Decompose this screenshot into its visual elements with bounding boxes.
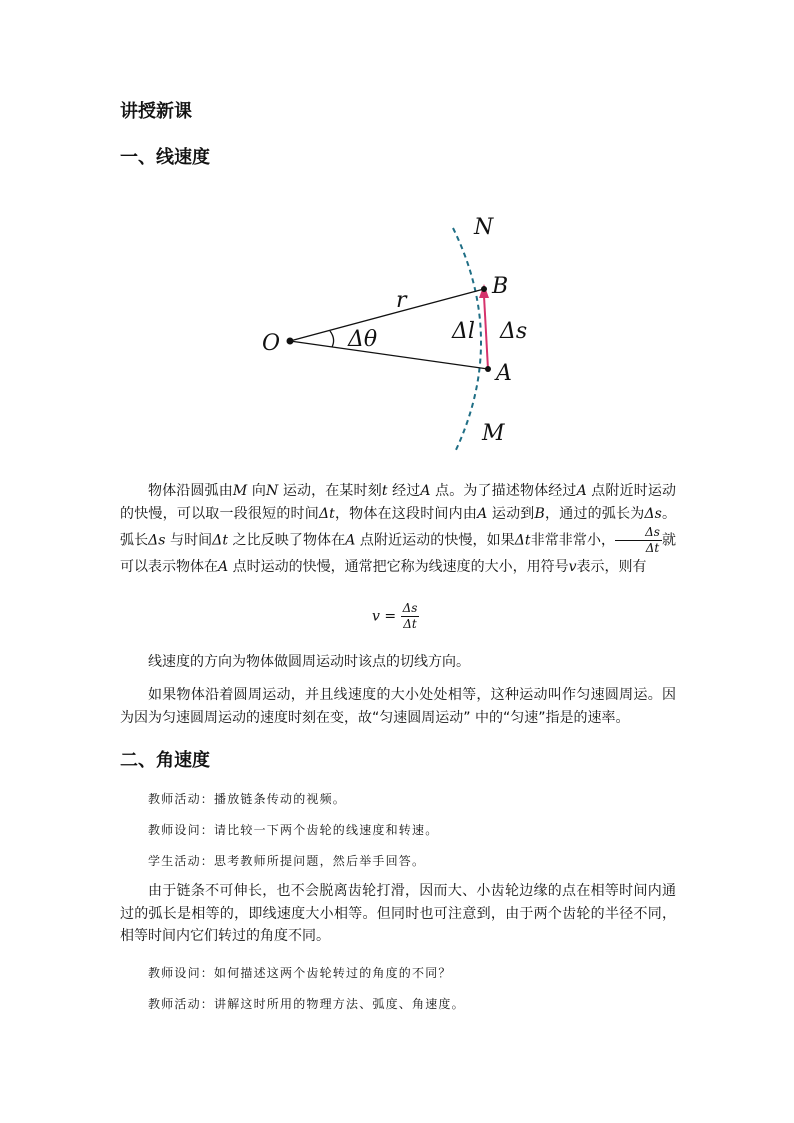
- point-B: [481, 286, 487, 292]
- paragraph-uniform-motion: 如果物体沿着圆周运动，并且线速度的大小处处相等，这种运动叫作匀速圆周运。因为因为匀速圆周运动的速度时刻在变，故“匀速圆周运动” 中的“匀速”指是的速率。: [120, 687, 676, 726]
- label-B: B: [492, 274, 509, 299]
- label-O: O: [262, 331, 281, 356]
- point-A: [485, 366, 491, 372]
- teacher-question-2: 教师设问：如何描述这两个齿轮转过的角度的不同？: [148, 966, 452, 980]
- paragraph-gears: 由于链条不可伸长，也不会脱离齿轮打滑，因而大、小齿轮边缘的点在相等时间内通过的弧长是相等的，即线速度大小相等。但同时也可注意到，由于两个齿轮的半径不同，相等时间内它们转过的角度不同。: [120, 883, 676, 944]
- section-title: 讲授新课: [120, 101, 192, 122]
- label-dtheta: Δθ: [348, 327, 378, 352]
- label-dl: Δl: [452, 319, 475, 344]
- angular-velocity-heading: 二、角速度: [120, 750, 210, 771]
- label-r: r: [396, 288, 407, 313]
- teacher-question-1: 教师设问：请比较一下两个齿轮的线速度和转速。: [148, 823, 439, 837]
- student-activity: 学生活动：思考教师所提问题，然后举手回答。: [148, 854, 426, 868]
- teacher-activity-2: 教师活动：讲解这时所用的物理方法、弧度、角速度。: [148, 997, 465, 1011]
- chord-AB: [484, 296, 488, 369]
- label-A: A: [496, 361, 512, 386]
- velocity-equation: v = $\frac{\Delta s}{\Delta t}$: [372, 601, 418, 631]
- angle-mark: [330, 331, 334, 347]
- paragraph-linear-velocity: 物体沿圆弧由M 向N 运动，在某时刻t 经过A 点。为了描述物体经过A 点附近时运动的快慢，可以取一段很短的时间Δt，物体在这段时间内由A 运动到B，通过的弧长为Δs。弧长Δs 与时间Δt 之比反映了物体在A 点附近运动的快慢，如果Δt非常非常小， $\frac{\Delta s}{\Delta t}$ 就可以表示物体在A 点时运动的快慢，通常把它称为线速度的大小，用符号v表示，则有: [120, 483, 677, 575]
- teacher-activity-1: 教师活动：播放链条传动的视频。: [148, 792, 347, 806]
- label-N: N: [474, 215, 494, 240]
- arc-diagram: [0, 190, 794, 490]
- paragraph-direction: 线速度的方向为物体做圆周运动时该点的切线方向。: [148, 654, 470, 670]
- linear-velocity-heading: 一、线速度: [120, 147, 210, 168]
- radius-OA: [290, 341, 488, 369]
- label-M: M: [482, 421, 505, 446]
- point-O: [287, 338, 294, 345]
- label-ds: Δs: [500, 319, 528, 344]
- inline-fraction: $\frac{\Delta s}{\Delta t}$: [615, 525, 662, 556]
